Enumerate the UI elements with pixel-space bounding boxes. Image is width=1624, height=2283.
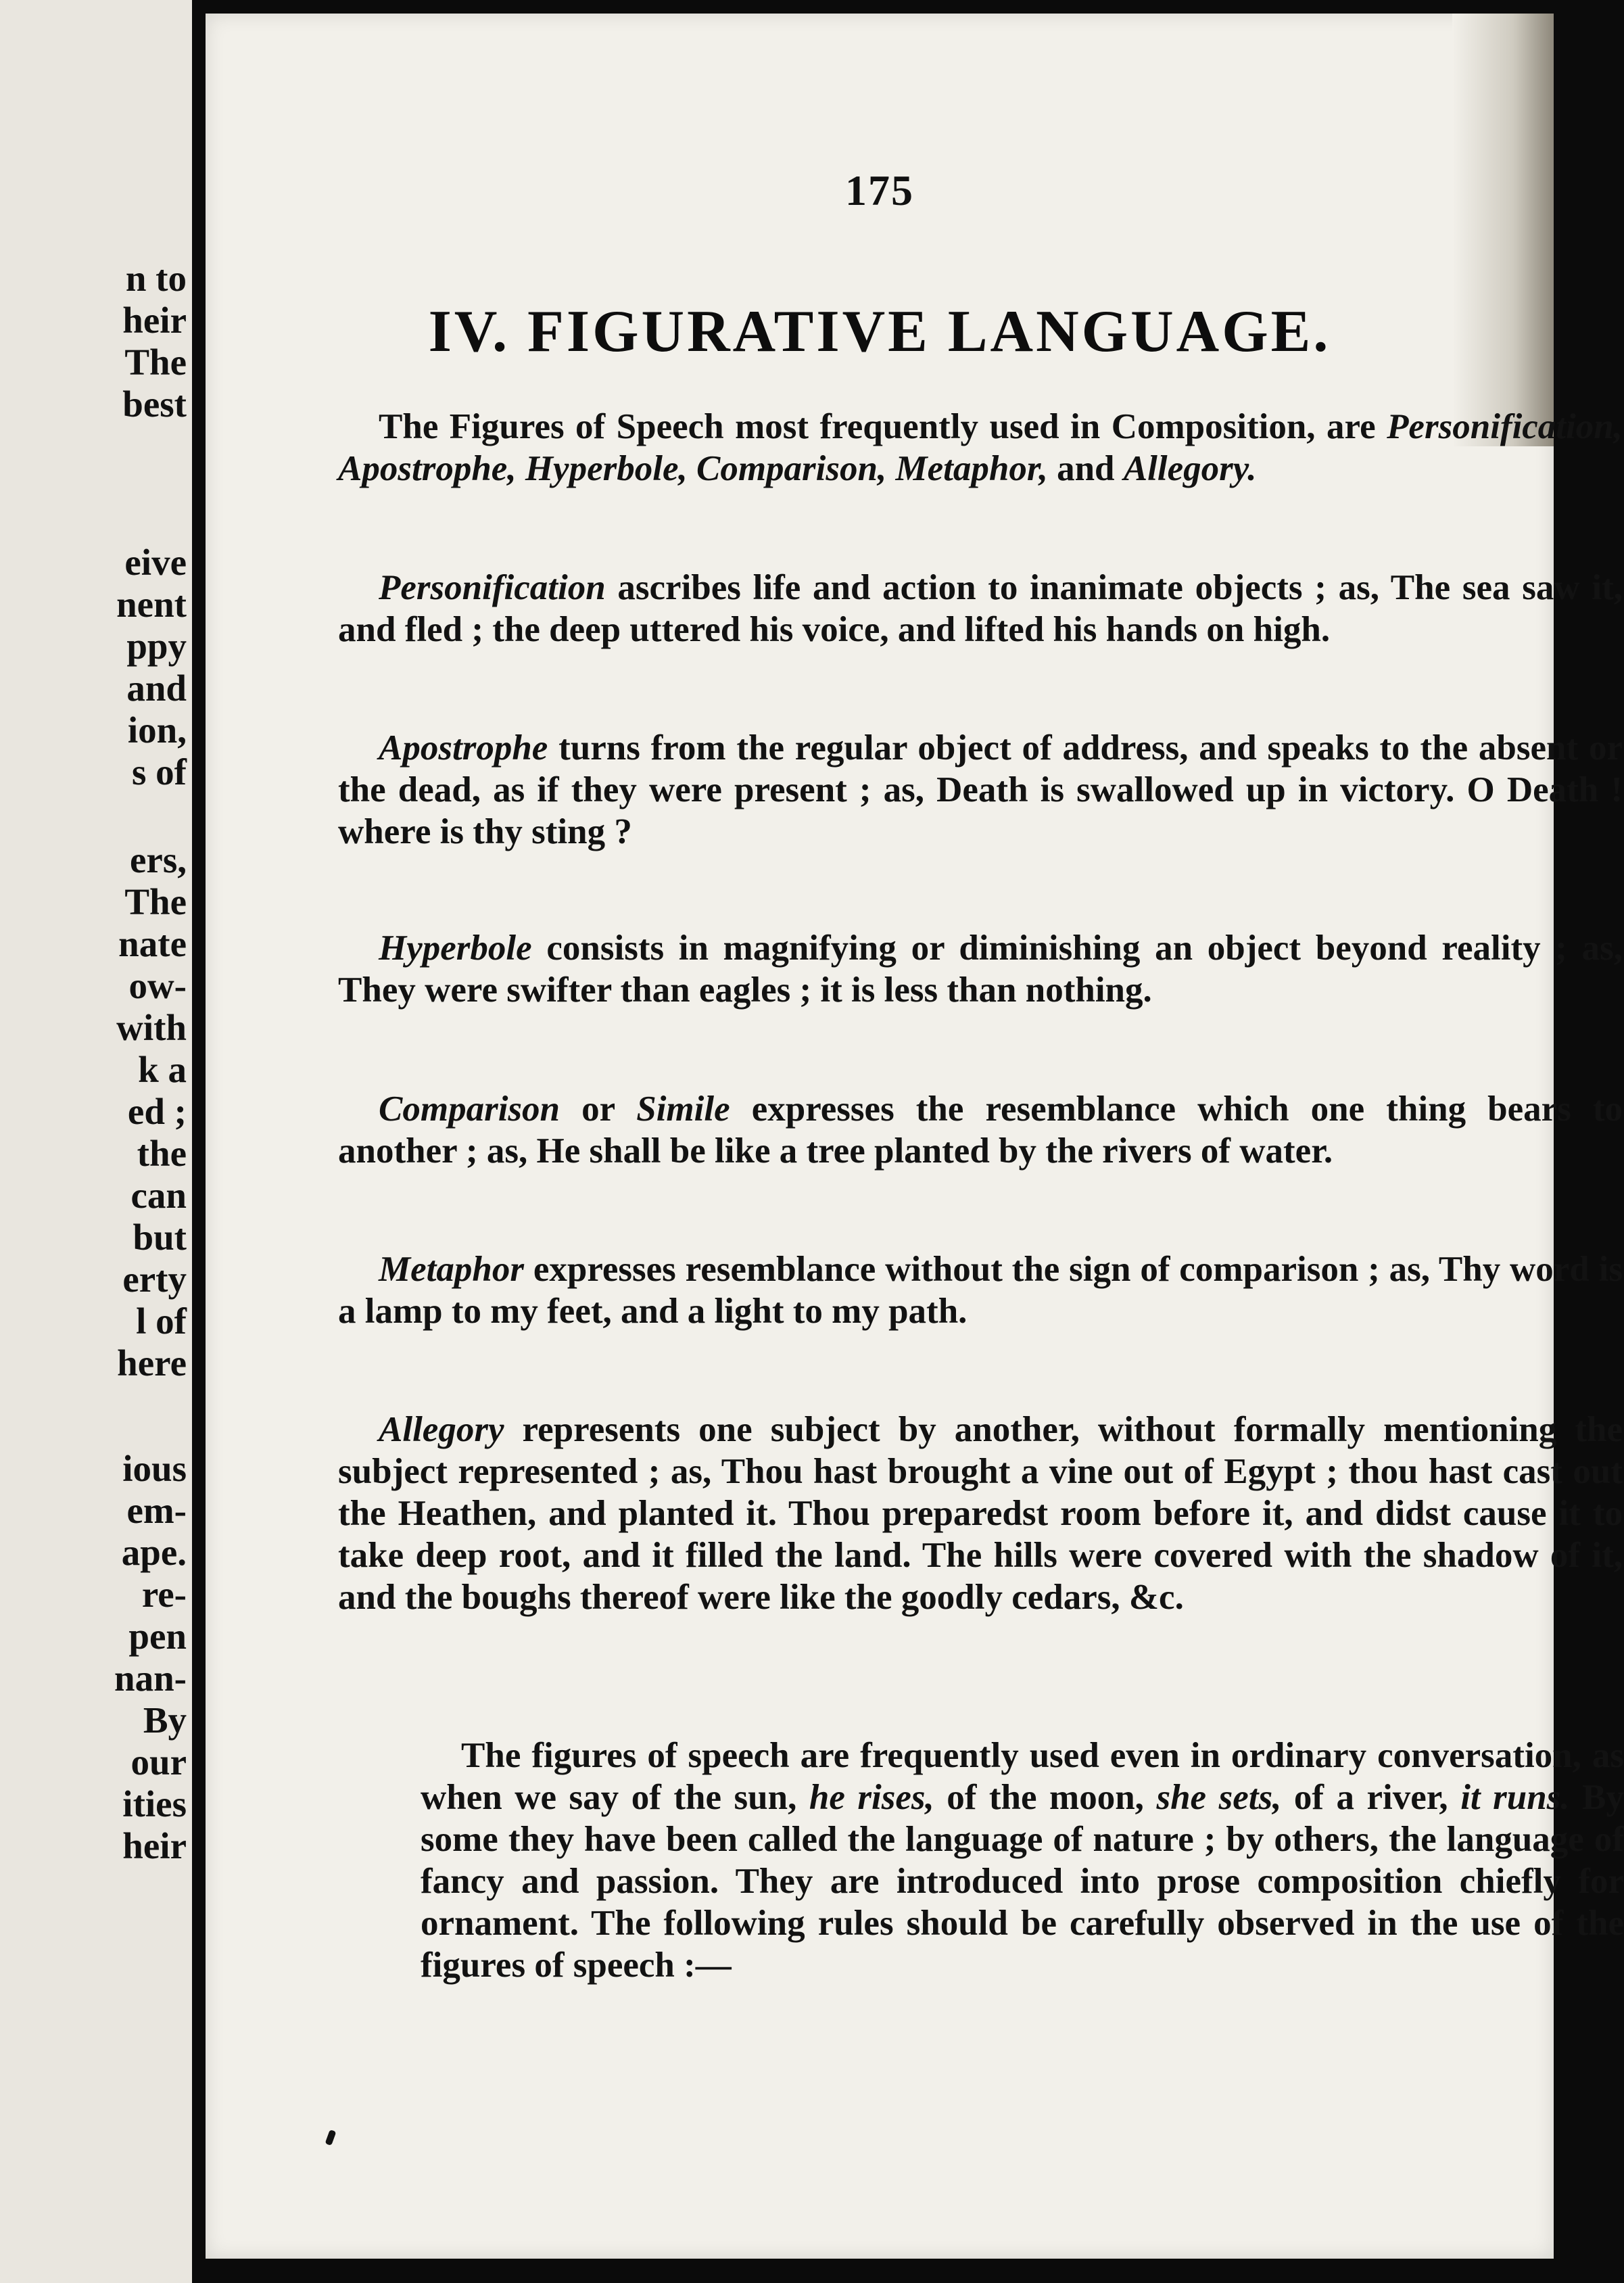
intro-paragraph <box>338 406 1623 490</box>
facing-line: k a <box>138 1049 187 1090</box>
hyperbole-paragraph <box>338 927 1623 1011</box>
metaphor-text: expresses resemblance without the sign of comparison ; as, Thy word is a lamp to my feet, and a light to my path. <box>338 1250 1623 1331</box>
facing-line: here <box>117 1342 187 1384</box>
facing-line: The <box>124 881 187 922</box>
figures-text-2: of the moon, <box>934 1778 1157 1817</box>
term-metaphor: Metaphor, <box>895 449 1048 488</box>
comparison-text: expresses the resemblance which one thing bears to another ; as, He shall be like a tree planted by the rivers of water. <box>338 1089 1623 1171</box>
facing-line: n to <box>125 258 187 299</box>
term-comparison: Comparison, <box>696 449 887 488</box>
book-gutter <box>192 0 206 2283</box>
facing-line: ion, <box>127 709 187 751</box>
allegory-paragraph <box>338 1409 1623 1618</box>
simile-term: Simile <box>636 1089 730 1129</box>
example-she-sets: she sets, <box>1156 1778 1282 1817</box>
figures-text-1: The figures of speech are frequently used even in ordinary conversation, as when we say of the sun, <box>421 1736 1624 1817</box>
personification-term: Personification <box>379 568 606 607</box>
book-page <box>206 14 1624 2259</box>
facing-line: ppy <box>126 626 187 667</box>
facing-line: s of <box>132 751 187 793</box>
facing-line: ers, <box>130 839 187 880</box>
facing-line: and <box>126 667 187 709</box>
personification-text: ascribes life and action to inanimate objects ; as, The sea saw it, and fled ; the deep uttered his voice, and lifted his hands on high. <box>338 568 1623 649</box>
allegory-term: Allegory <box>379 1410 504 1449</box>
figures-text-4: By some they have been called the language of nature ; by others, the language of fancy and passion. They are introduced into prose composition chiefly for ornament. The following rules should be carefully observed in the use of the figures of speech :— <box>421 1778 1624 1985</box>
facing-line: ious <box>122 1448 187 1489</box>
term-apostrophe: Apostrophe, <box>338 449 517 488</box>
hyperbole-term: Hyperbole <box>379 928 532 968</box>
comparison-term: Comparison <box>379 1089 560 1129</box>
facing-line: nate <box>118 923 187 964</box>
allegory-text: represents one subject by another, without formally mentioning the subject represented ; as, Thou hast brought a vine out of Egypt ; thou hast cast out the Heathen, and planted it. Thou preparedst room before it, and didst cause it to take deep root, and it filled the land. The hills were covered with the shadow of it, and the boughs thereof were like the goodly cedars, &c. <box>338 1410 1623 1617</box>
figures-of-speech-paragraph <box>421 1735 1624 1986</box>
metaphor-paragraph <box>338 1248 1623 1332</box>
facing-line: with <box>116 1007 187 1048</box>
facing-line: The <box>124 342 187 383</box>
facing-line: heir <box>122 300 187 341</box>
term-personification: Personification, <box>1387 407 1623 446</box>
personification-paragraph <box>338 567 1623 651</box>
term-hyperbole: Hyperbole, <box>525 449 688 488</box>
torn-page-edge <box>1452 14 1554 446</box>
facing-line: nent <box>116 584 187 625</box>
intro-text: The Figures of Speech most frequently used in Composition, are <box>379 407 1387 446</box>
intro-conjunction: and <box>1047 449 1124 488</box>
apostrophe-paragraph <box>338 727 1623 853</box>
facing-line: the <box>137 1133 187 1174</box>
facing-line: re- <box>141 1574 187 1615</box>
term-allegory: Allegory. <box>1123 449 1257 488</box>
facing-line: erty <box>122 1258 187 1300</box>
facing-line: but <box>133 1217 187 1258</box>
ink-mark <box>325 2129 337 2146</box>
facing-line: l of <box>136 1300 187 1342</box>
facing-line: our <box>130 1741 187 1783</box>
page-number: 175 <box>845 166 914 214</box>
metaphor-term: Metaphor <box>379 1250 524 1289</box>
chapter-title: IV. FIGURATIVE LANGUAGE. <box>428 299 1331 364</box>
facing-line: ities <box>122 1783 187 1825</box>
figures-text-3: of a river, <box>1281 1778 1461 1817</box>
hyperbole-text: consists in magnifying or diminishing an object beyond reality ; as, They were swifter than eagles ; it is less than nothing. <box>338 928 1623 1010</box>
facing-line: best <box>122 383 187 425</box>
facing-line: By <box>143 1699 187 1741</box>
example-he-rises: he rises, <box>809 1778 934 1817</box>
apostrophe-term: Apostrophe <box>379 728 548 768</box>
facing-page <box>0 0 192 2283</box>
facing-line: ape. <box>121 1532 187 1573</box>
facing-line: eive <box>124 542 187 583</box>
example-it-runs: it runs. <box>1460 1778 1570 1817</box>
facing-line: em- <box>126 1490 187 1531</box>
facing-line: can <box>130 1175 187 1216</box>
facing-line: ow- <box>128 965 187 1006</box>
apostrophe-text: turns from the regular object of address, and speaks to the absent or the dead, as if they were present ; as, Death is swallowed up in victory. O Death ! where is thy sting ? <box>338 728 1623 851</box>
facing-line: ed ; <box>127 1091 187 1132</box>
facing-line: nan- <box>114 1657 187 1699</box>
comparison-or: or <box>560 1089 637 1129</box>
facing-line: heir <box>122 1825 187 1866</box>
facing-line: pen <box>128 1616 187 1657</box>
comparison-paragraph <box>338 1088 1623 1172</box>
